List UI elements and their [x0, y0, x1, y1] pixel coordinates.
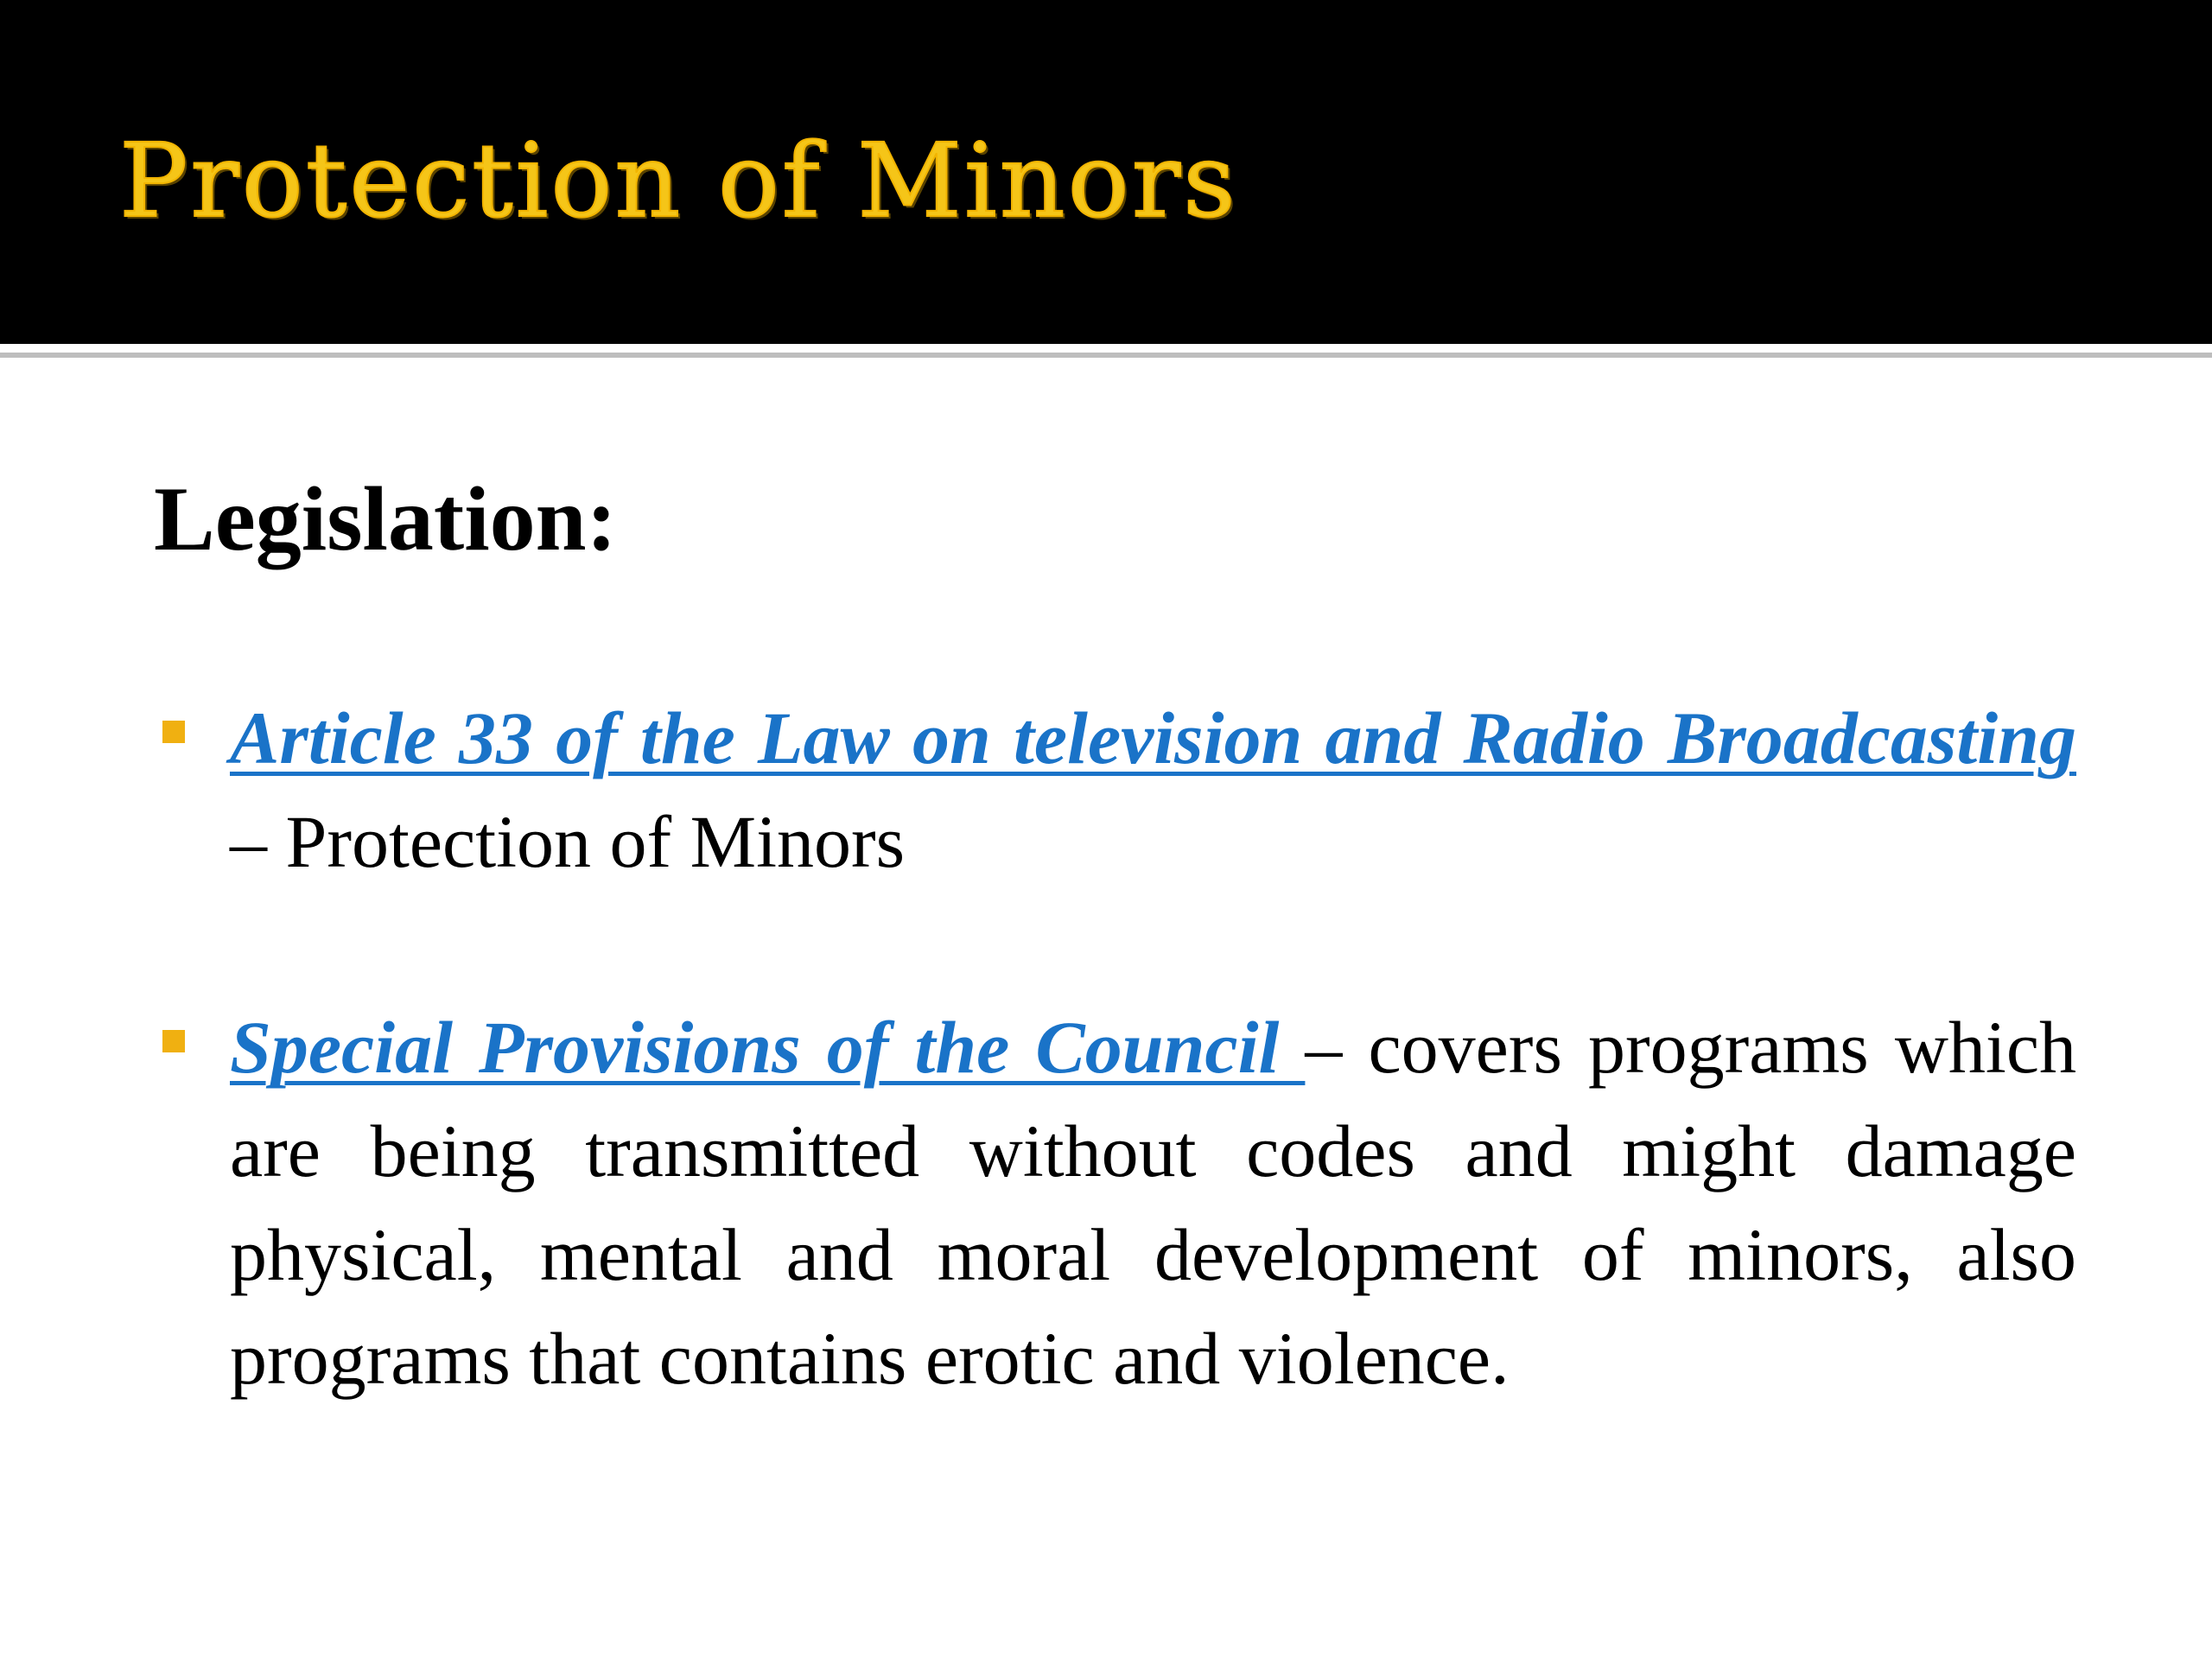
bullet-item-special-provisions [154, 995, 2076, 1410]
article-33-link[interactable]: Article 33 of the Law on television and Radio Broadcasting [230, 696, 2076, 779]
bullet-text: – Protection of Minors [230, 799, 906, 883]
title-divider [0, 353, 2212, 358]
slide-title: Protection of Minors [119, 121, 1238, 240]
special-provisions-link[interactable]: Special Provisions of the Council [230, 1005, 1306, 1089]
bullet-text: – covers programs which are being transmitted without codes and might damage physical, mental and moral development of minors, also programs that contains erotic and violence. [230, 1005, 2076, 1400]
slide-content [154, 467, 2076, 1512]
bullet-item-article-33 [154, 686, 2076, 893]
square-bullet-icon [162, 1030, 185, 1052]
section-heading: Legislation: [154, 468, 617, 569]
bullet-list [154, 686, 2076, 1410]
square-bullet-icon [162, 721, 185, 743]
